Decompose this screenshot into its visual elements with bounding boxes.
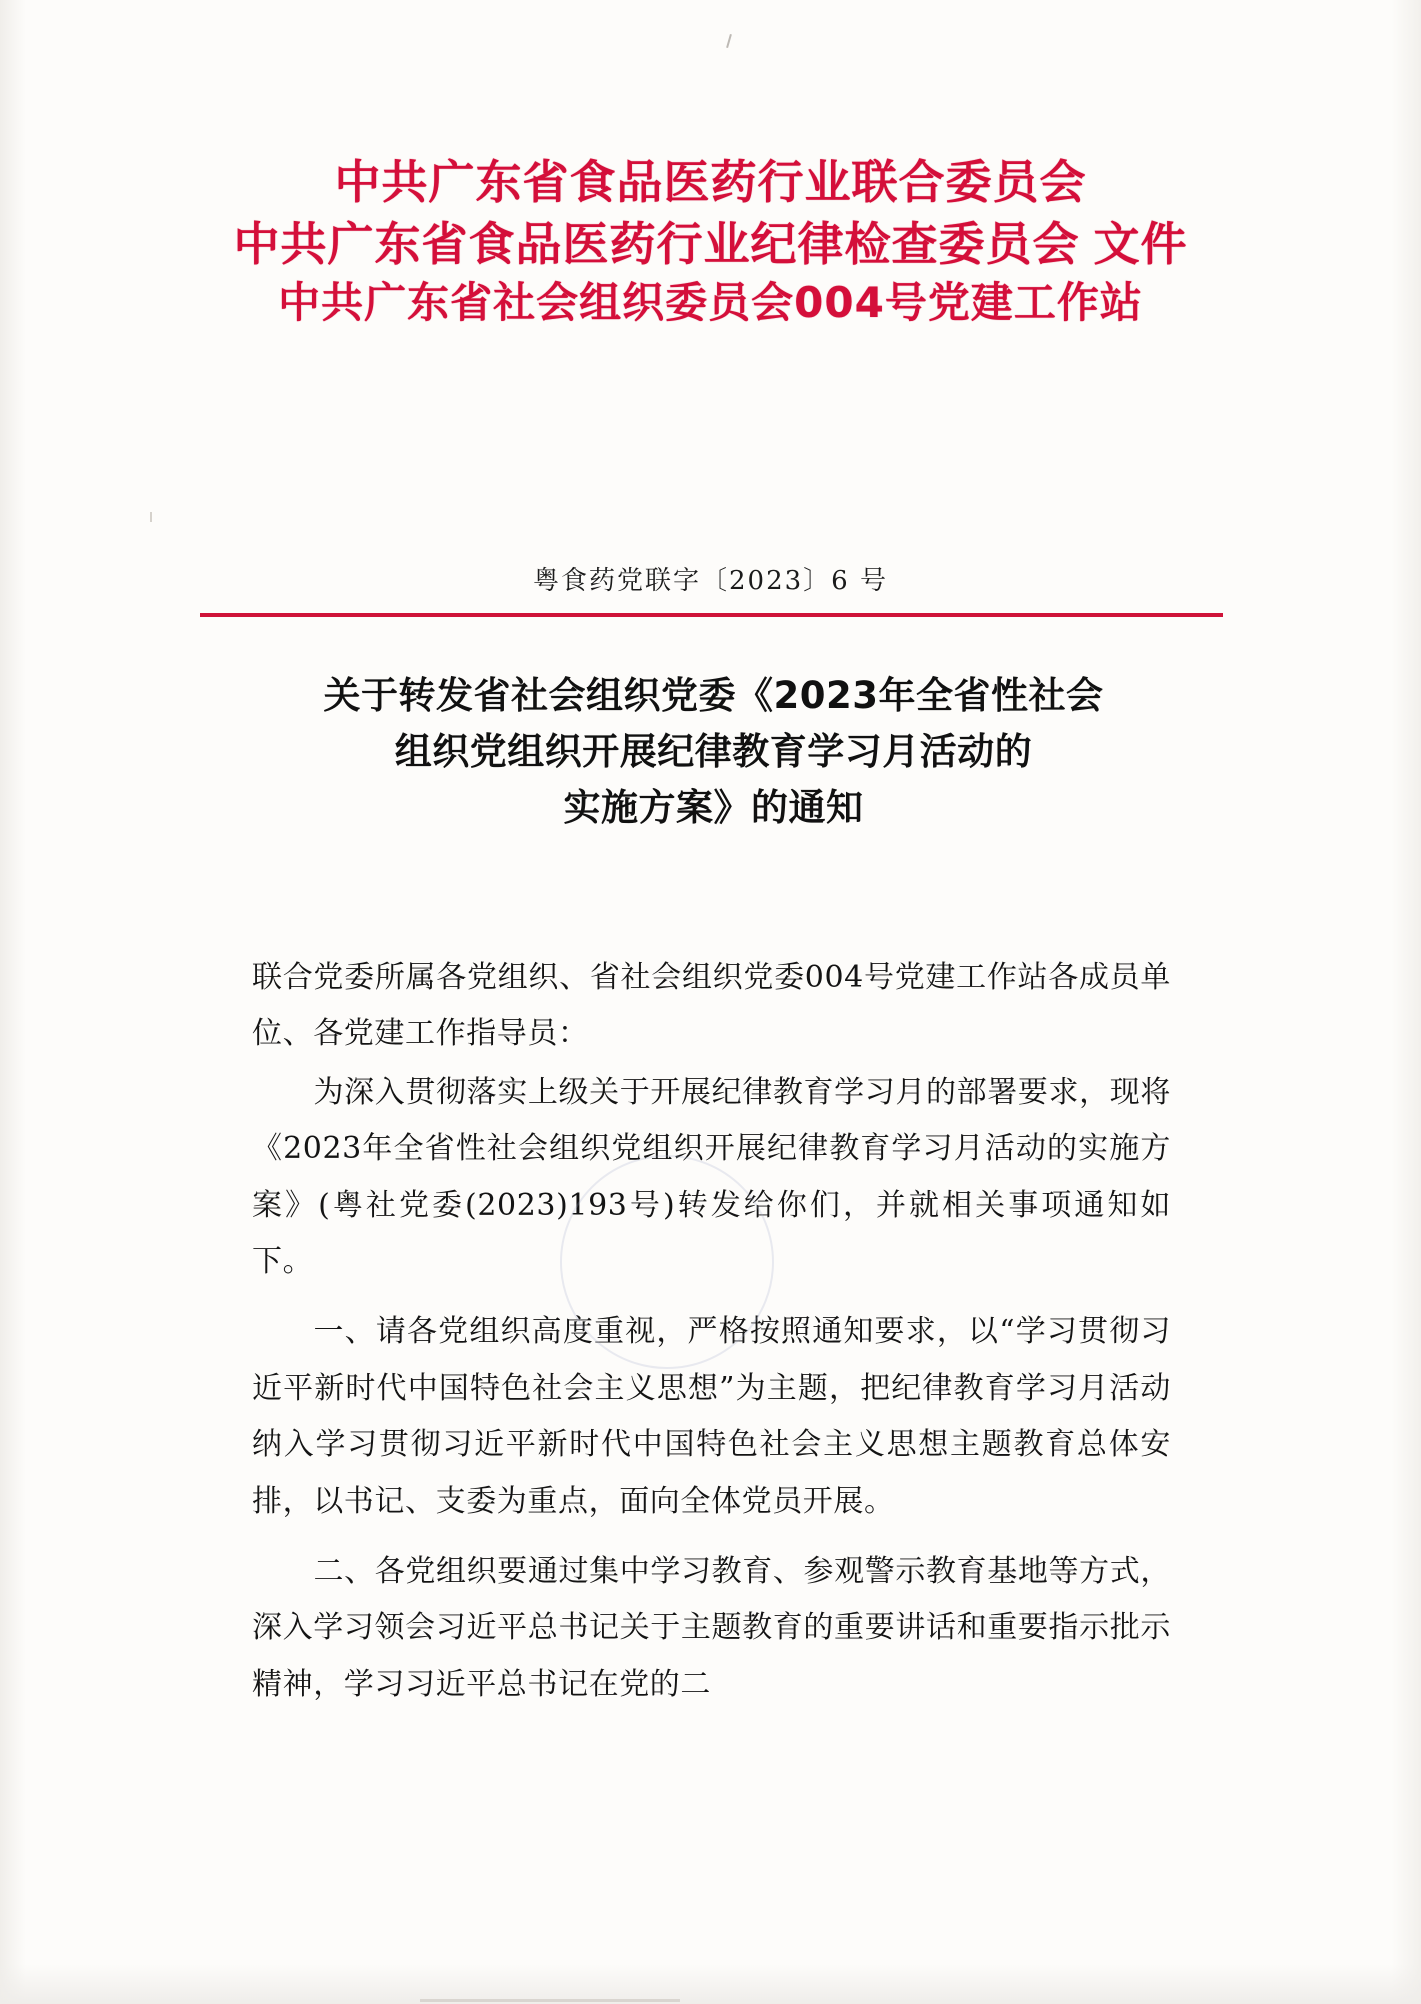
- scan-artifact-left: [150, 512, 152, 522]
- masthead-line-2-text: 中共广东省食品医药行业纪律检查委员会: [233, 216, 1080, 271]
- body-paragraph-item-2: 二、各党组织要通过集中学习教育、参观警示教育基地等方式，深入学习领会习近平总书记关于主题教育的重要讲话和重要指示批示精神，学习习近平总书记在党的二: [252, 1553, 1171, 1702]
- masthead-line-3: 中共广东省社会组织委员会004号党建工作站: [278, 278, 1143, 328]
- masthead-wenjian-label: 文件: [1093, 216, 1188, 271]
- body-paragraph-addressee: 联合党委所属各党组织、省社会组织党委004号党建工作站各成员单位、各党建工作指导员：: [252, 960, 1171, 1052]
- document-title: [238, 668, 1189, 837]
- masthead-line-2: [0, 214, 1421, 276]
- red-divider-rule: [200, 613, 1223, 617]
- page-edge-shadow-bottom: [0, 1964, 1421, 2004]
- masthead: [0, 152, 1421, 332]
- document-title-line-3: 实施方案》的通知: [563, 786, 864, 830]
- scan-artifact-top: [726, 34, 732, 48]
- body-paragraph-intro: 为深入贯彻落实上级关于开展纪律教育学习月的部署要求，现将《2023年全省性社会组织党组织开展纪律教育学习月活动的实施方案》(粤社党委(2023)193号)转发给你们，并就相关事项通知如下。: [252, 1074, 1171, 1279]
- document-serial-number: 粤食药党联字〔2023〕6 号: [533, 566, 888, 596]
- masthead-line-1: 中共广东省食品医药行业联合委员会: [334, 155, 1087, 209]
- scan-artifact-bottom: [420, 1999, 680, 2002]
- document-body: [252, 950, 1171, 1715]
- document-title-line-2: 组织党组织开展纪律教育学习月活动的: [394, 730, 1033, 774]
- body-paragraph-item-1: 一、请各党组织高度重视，严格按照通知要求，以“学习贯彻习近平新时代中国特色社会主义思想”为主题，把纪律教育学习月活动纳入学习贯彻习近平新时代中国特色社会主义思想主题教育总体安排，以书记、支委为重点，面向全体党员开展。: [252, 1314, 1171, 1519]
- document-title-line-1: 关于转发省社会组织党委《2023年全省性社会: [323, 674, 1104, 717]
